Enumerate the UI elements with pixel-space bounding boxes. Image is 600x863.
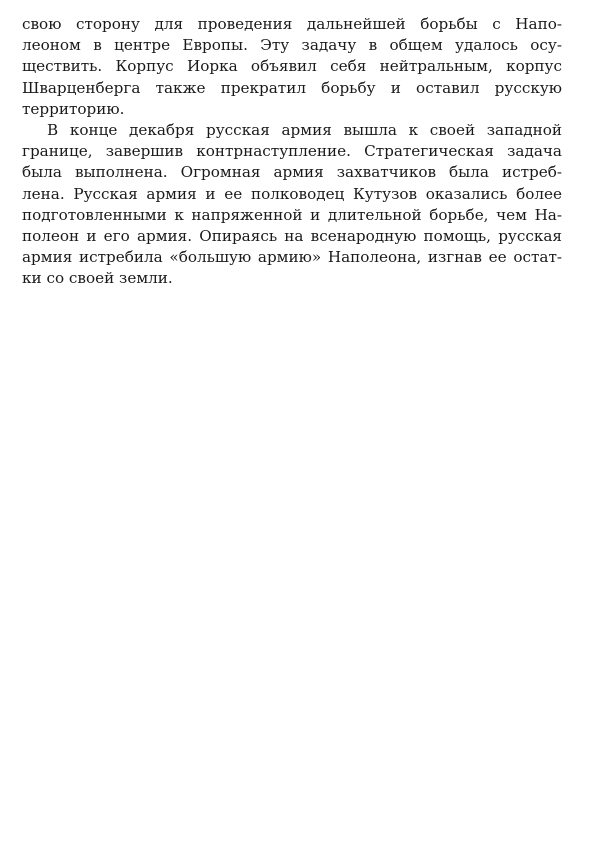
text-line: Шварценберга также прекратил борьбу и оставил русскую (22, 78, 562, 97)
text-line: свою сторону для проведения дальнейшей борьбы с Напо- (22, 15, 562, 33)
text-line: подготовленными к напряженной и длительной борьбе, чем На- (22, 205, 562, 224)
paragraph-1 (22, 14, 562, 120)
text-line: была выполнена. Огромная армия захватчиков была истреб- (22, 163, 562, 182)
body-text (22, 14, 562, 289)
text-line: ществить. Корпус Иорка объявил себя нейтральным, корпус (22, 57, 562, 76)
text-line: В конце декабря русская армия вышла к своей западной (47, 120, 562, 139)
text-line: ки со своей земли. (22, 269, 173, 288)
paragraph-2 (22, 120, 562, 290)
text-line: территорию. (22, 99, 125, 118)
text-line: полеон и его армия. Опираясь на всенародную помощь, русская (22, 226, 562, 245)
text-line: леоном в центре Европы. Эту задачу в общем удалось осу- (22, 36, 562, 55)
text-line: лена. Русская армия и ее полководец Кутузов оказались более (22, 184, 562, 203)
text-line: армия истребила «большую армию» Наполеона, изгнав ее остат- (22, 248, 562, 267)
text-line: границе, завершив контрнаступление. Стратегическая задача (22, 142, 562, 161)
